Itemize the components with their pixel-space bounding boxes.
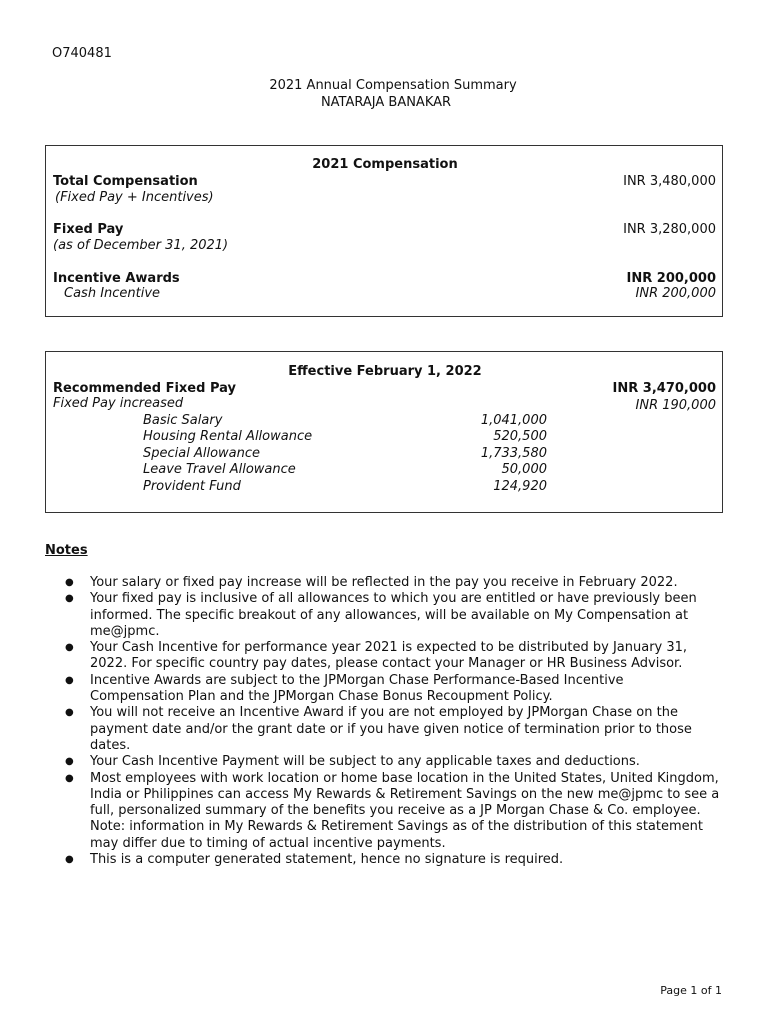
total-compensation-label: Total Compensation	[53, 174, 198, 189]
incentive-awards-value: INR 200,000	[626, 271, 716, 286]
list-item: ● Your Cash Incentive for performance year 2021 is expected to be distributed by January 31, 2022. For specific country pay dates, please contact your Manager or HR Business Advisor.	[90, 640, 720, 673]
fixed-pay-label: Fixed Pay	[53, 222, 124, 237]
recommended-fixed-pay-label: Recommended Fixed Pay	[53, 381, 236, 396]
breakdown-value-basic-salary: 1,041,000	[480, 413, 547, 428]
document-title: 2021 Annual Compensation Summary	[269, 78, 517, 93]
effective-2022-box	[45, 351, 723, 513]
list-item: ● Your salary or fixed pay increase will be reflected in the pay you receive in February 2022.	[90, 575, 720, 591]
total-compensation-value: INR 3,480,000	[623, 174, 716, 189]
fixed-pay-increased-value: INR 190,000	[635, 398, 716, 413]
breakdown-value-leave-travel: 50,000	[501, 462, 547, 477]
breakdown-label-special-allowance: Special Allowance	[143, 446, 261, 461]
breakdown-label-provident-fund: Provident Fund	[143, 479, 241, 494]
notes-list	[90, 575, 720, 868]
incentive-awards-label: Incentive Awards	[53, 271, 180, 286]
breakdown-label-housing-rental: Housing Rental Allowance	[143, 429, 313, 444]
total-compensation-note: (Fixed Pay + Incentives)	[55, 190, 214, 205]
list-item: ● This is a computer generated statement, hence no signature is required.	[90, 852, 720, 868]
breakdown-value-special-allowance: 1,733,580	[480, 446, 547, 461]
compensation-2021-heading: 2021 Compensation	[312, 157, 458, 172]
employee-name: NATARAJA BANAKAR	[320, 95, 452, 110]
fixed-pay-note: (as of December 31, 2021)	[53, 238, 229, 253]
fixed-pay-value: INR 3,280,000	[623, 222, 716, 237]
list-item: ● Your fixed pay is inclusive of all allowances to which you are entitled or have previously been informed. The specific breakout of any allowances, will be available on My Compensation at me@jpmc.	[90, 591, 720, 640]
page-number: Page 1 of 1	[660, 984, 722, 997]
recommended-fixed-pay-value: INR 3,470,000	[612, 381, 716, 396]
breakdown-value-provident-fund: 124,920	[493, 479, 547, 494]
notes-title: Notes	[45, 543, 88, 558]
fixed-pay-increased-label: Fixed Pay increased	[53, 396, 184, 411]
compensation-2021-box	[45, 145, 723, 317]
cash-incentive-label: Cash Incentive	[64, 286, 161, 301]
list-item: ● Most employees with work location or home base location in the United States, United Kingdom, India or Philippines can access My Rewards & Retirement Savings on the new me@jpmc to see a full, personalized summary of the benefits you receive as a JP Morgan Chase & Co. employee. Note: information in My Rewards & Retirement Savings as of the distribution of this statement may differ due to timing of actual incentive payments.	[90, 771, 720, 852]
breakdown-label-leave-travel: Leave Travel Allowance	[143, 462, 296, 477]
list-item: ● You will not receive an Incentive Award if you are not employed by JPMorgan Chase on the payment date and/or the grant date or if you have given notice of termination prior to those dates.	[90, 705, 720, 754]
breakdown-label-basic-salary: Basic Salary	[143, 413, 223, 428]
cash-incentive-value: INR 200,000	[635, 286, 716, 301]
list-item: ● Incentive Awards are subject to the JPMorgan Chase Performance-Based Incentive Compensation Plan and the JPMorgan Chase Bonus Recoupment Policy.	[90, 673, 720, 706]
breakdown-value-housing-rental: 520,500	[493, 429, 547, 444]
document-id: O740481	[52, 46, 112, 61]
effective-2022-heading: Effective February 1, 2022	[288, 364, 482, 379]
list-item: ● Your Cash Incentive Payment will be subject to any applicable taxes and deductions.	[90, 754, 720, 770]
